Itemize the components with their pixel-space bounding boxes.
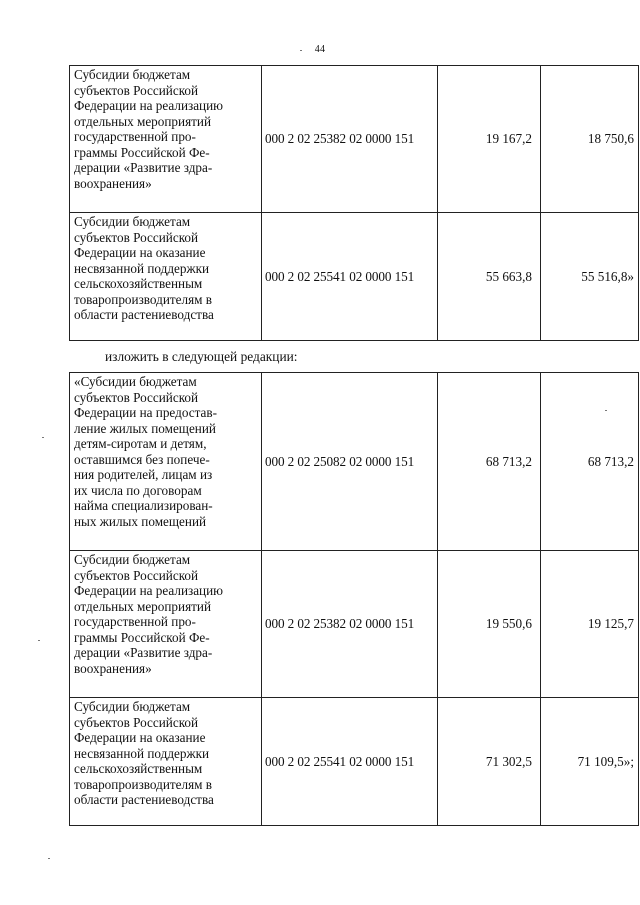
budget-table-amended <box>69 372 639 826</box>
amendment-instruction: изложить в следующей редакции: <box>105 349 298 364</box>
budget-table-original <box>69 65 639 341</box>
budget-code-cell: 000 2 02 25541 02 0000 151 <box>262 698 438 826</box>
page-number: 44 <box>314 44 326 55</box>
table-row <box>70 373 639 551</box>
subsidy-name-cell: Субсидии бюджетам субъектов Российской Федерации на оказание несвязанной поддержки сельскохозяйственным товаропроизводителям в области растениеводства <box>70 698 262 826</box>
budget-code-cell: 000 2 02 25382 02 0000 151 <box>262 551 438 698</box>
amount-year1-cell: 55 663,8 <box>438 213 541 341</box>
budget-code-cell: 000 2 02 25382 02 0000 151 <box>262 66 438 213</box>
amount-year2-cell: 68 713,2 <box>541 373 639 551</box>
table-row <box>70 66 639 213</box>
table-row <box>70 551 639 698</box>
amount-year1-cell: 71 302,5 <box>438 698 541 826</box>
subsidy-name-cell: Субсидии бюджетам субъектов Российской Федерации на оказание несвязанной поддержки сельскохозяйственным товаропроизводителям в области растениеводства <box>70 213 262 341</box>
amount-year2-cell: 18 750,6 <box>541 66 639 213</box>
scan-speck <box>48 858 50 859</box>
subsidy-name-cell: Субсидии бюджетам субъектов Российской Федерации на реализацию отдельных мероприятий государственной про- граммы Российской Фе- дерации «Развитие здра- воохранения» <box>70 66 262 213</box>
budget-code-cell: 000 2 02 25082 02 0000 151 <box>262 373 438 551</box>
amount-year1-cell: 19 550,6 <box>438 551 541 698</box>
scan-speck <box>605 410 607 411</box>
amount-year2-cell: 19 125,7 <box>541 551 639 698</box>
scan-speck <box>300 50 302 51</box>
amount-year1-cell: 68 713,2 <box>438 373 541 551</box>
amount-year1-cell: 19 167,2 <box>438 66 541 213</box>
budget-code-cell: 000 2 02 25541 02 0000 151 <box>262 213 438 341</box>
subsidy-name-cell: Субсидии бюджетам субъектов Российской Федерации на реализацию отдельных мероприятий государственной про- граммы Российской Фе- дерации «Развитие здра- воохранения» <box>70 551 262 698</box>
amount-year2-cell: 55 516,8» <box>541 213 639 341</box>
scan-speck <box>42 437 44 438</box>
subsidy-name-cell: «Субсидии бюджетам субъектов Российской Федерации на предостав- ление жилых помещений детям-сиротам и детям, оставшимся без попече- ния родителей, лицам из их числа по договорам найма специализирован- ных жилых помещений <box>70 373 262 551</box>
amount-year2-cell: 71 109,5»; <box>541 698 639 826</box>
table-row <box>70 213 639 341</box>
scan-speck <box>38 640 40 641</box>
table-row <box>70 698 639 826</box>
